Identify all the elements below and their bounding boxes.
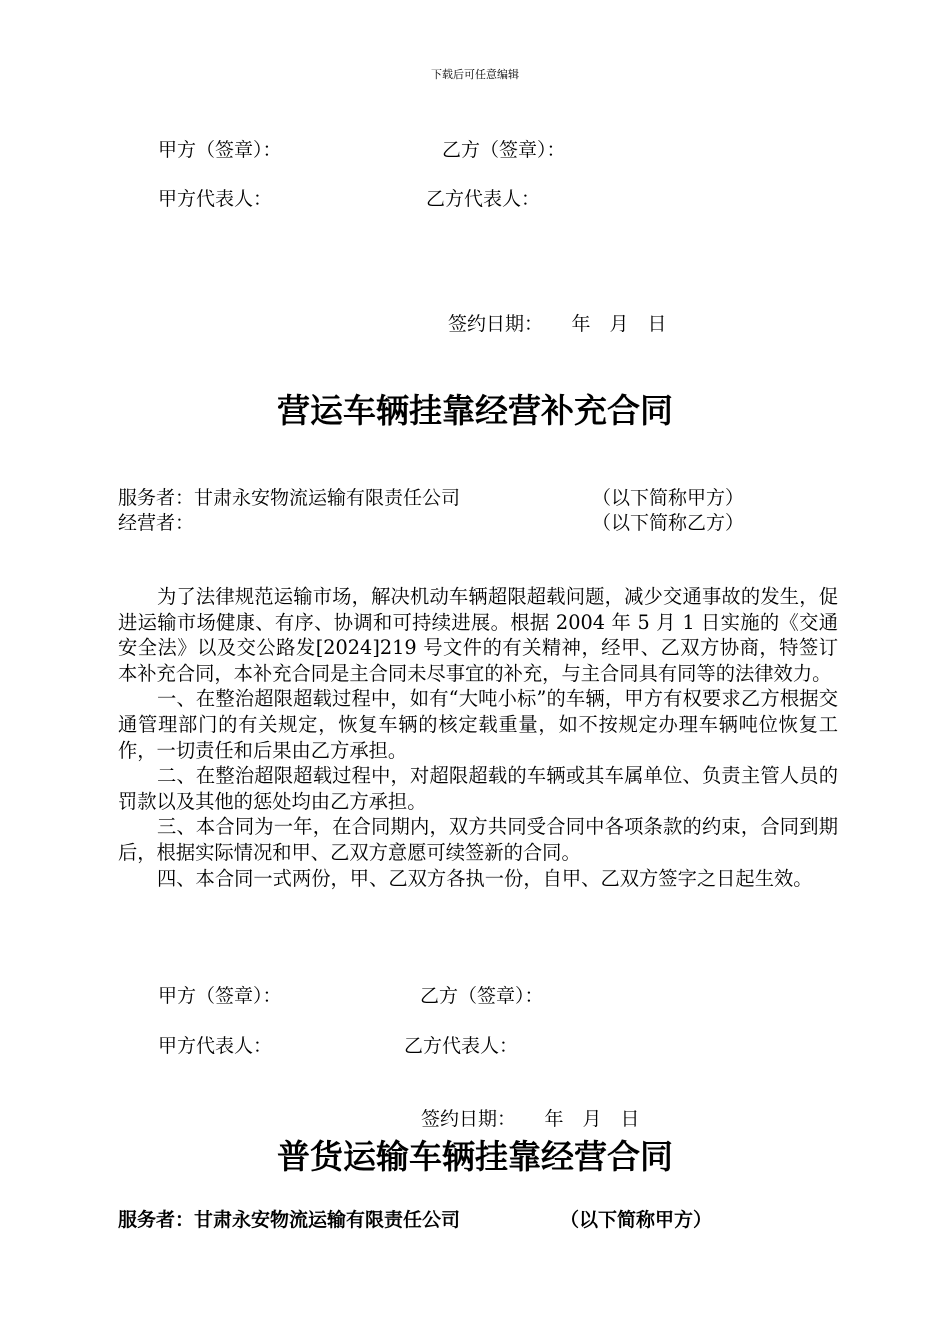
contract-body <box>118 584 838 891</box>
contract-clause-3: 三、本合同为一年，在合同期内，双方共同受合同中各项条款的约束，合同到期后，根据实际情况和甲、乙双方意愿可续签新的合同。 <box>118 815 838 864</box>
party-b-rep-label: 乙方代表人： <box>404 1035 519 1057</box>
operator-alias: （以下简称乙方） <box>592 512 745 534</box>
contract-clause-4: 四、本合同一式两份，甲、乙双方各执一份，自甲、乙双方签字之日起生效。 <box>157 866 813 890</box>
sign-date-label: 签约日期： 年 月 日 <box>421 1108 640 1130</box>
service-provider-alias: （以下简称甲方） <box>592 487 745 509</box>
service-provider-label: 服务者：甘肃永安物流运输有限责任公司 <box>118 487 461 509</box>
party-b-rep-label: 乙方代表人： <box>426 188 541 210</box>
sign-date-label: 签约日期： 年 月 日 <box>448 313 667 335</box>
service-provider-alias: （以下简称甲方） <box>560 1209 713 1231</box>
party-b-seal-label: 乙方（签章）： <box>420 985 544 1007</box>
party-a-seal-label: 甲方（签章）： <box>158 139 282 161</box>
operator-label: 经营者： <box>118 512 195 534</box>
party-a-seal-label: 甲方（签章）： <box>158 985 282 1007</box>
contract-clause-2: 二、在整治超限超载过程中，对超限超载的车辆或其车属单位、负责主管人员的罚款以及其他的惩处均由乙方承担。 <box>118 764 838 813</box>
contract-title: 普货运输车辆挂靠经营合同 <box>277 1137 673 1176</box>
contract-title: 营运车辆挂靠经营补充合同 <box>277 391 673 430</box>
party-a-rep-label: 甲方代表人： <box>158 188 273 210</box>
contract-clause-1: 一、在整治超限超载过程中，如有“大吨小标”的车辆，甲方有权要求乙方根据交通管理部门的有关规定，恢复车辆的核定载重量，如不按规定办理车辆吨位恢复工作，一切责任和后果由乙方承担。 <box>118 687 838 762</box>
service-provider-label: 服务者：甘肃永安物流运输有限责任公司 <box>118 1209 461 1231</box>
party-a-rep-label: 甲方代表人： <box>158 1035 273 1057</box>
contract-paragraph-intro: 为了法律规范运输市场，解决机动车辆超限超载问题，减少交通事故的发生，促进运输市场健康、有序、协调和可持续进展。根据 2004 年 5 月 1 日实施的《交通安全法》以及交公路发[2024]219 号文件的有关精神，经甲、乙双方协商，特签订本补充合同，本补充合同是主合同未尽事宜的补充，与主合同具有同等的法律效力。 <box>118 585 838 685</box>
party-b-seal-label: 乙方（签章）： <box>442 139 566 161</box>
header-note: 下载后可任意编辑 <box>431 68 519 81</box>
